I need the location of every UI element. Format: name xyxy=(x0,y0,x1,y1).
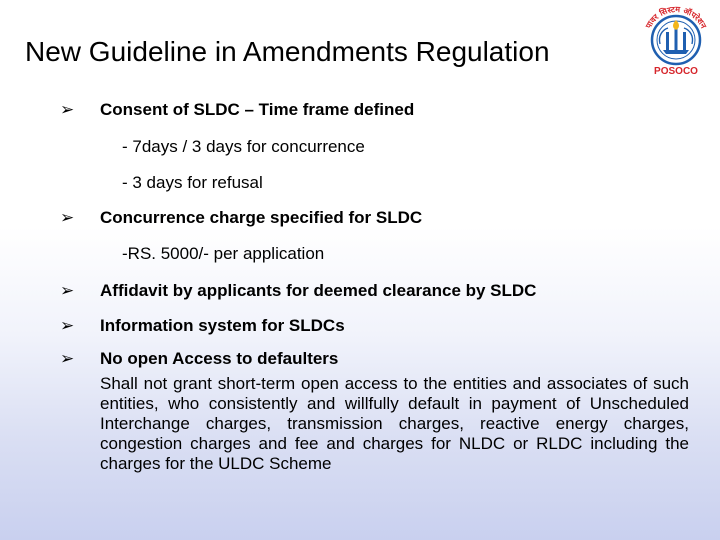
logo-bottom-text: POSOCO xyxy=(654,66,698,77)
bullet-5-paragraph: Shall not grant short-term open access to the entities and associates of such entities, who consistently and willfully default in payment of Unscheduled Interchange charges, transmission charges, reactive energy charges, congestion charges and fee and charges for NLDC or RLDC including the charges for the ULDC Scheme xyxy=(100,374,689,473)
bullet-2-text: Concurrence charge specified for SLDC xyxy=(100,208,423,227)
posoco-logo-icon xyxy=(636,2,716,78)
bullet-2-sub-1: -RS. 5000/- per application xyxy=(122,244,325,263)
arrow-bullet-icon: ➢ xyxy=(60,100,75,119)
arrow-bullet-icon: ➢ xyxy=(60,208,75,227)
arrow-bullet-icon: ➢ xyxy=(60,281,75,300)
bullet-5-text: No open Access to defaulters xyxy=(100,349,339,368)
arrow-bullet-icon: ➢ xyxy=(60,316,75,335)
bullet-3-text: Affidavit by applicants for deemed clearance by SLDC xyxy=(100,281,537,300)
arrow-bullet-icon: ➢ xyxy=(60,349,75,368)
bullet-1-sub-1: - 7days / 3 days for concurrence xyxy=(122,137,365,156)
bullet-1-sub-2: - 3 days for refusal xyxy=(122,173,263,192)
logo-top-text: पावर सिस्टम ऑपरेशन xyxy=(643,4,709,30)
page-title: New Guideline in Amendments Regulation xyxy=(25,36,550,67)
bullet-4-text: Information system for SLDCs xyxy=(100,316,345,335)
bullet-1-text: Consent of SLDC – Time frame defined xyxy=(100,100,415,119)
